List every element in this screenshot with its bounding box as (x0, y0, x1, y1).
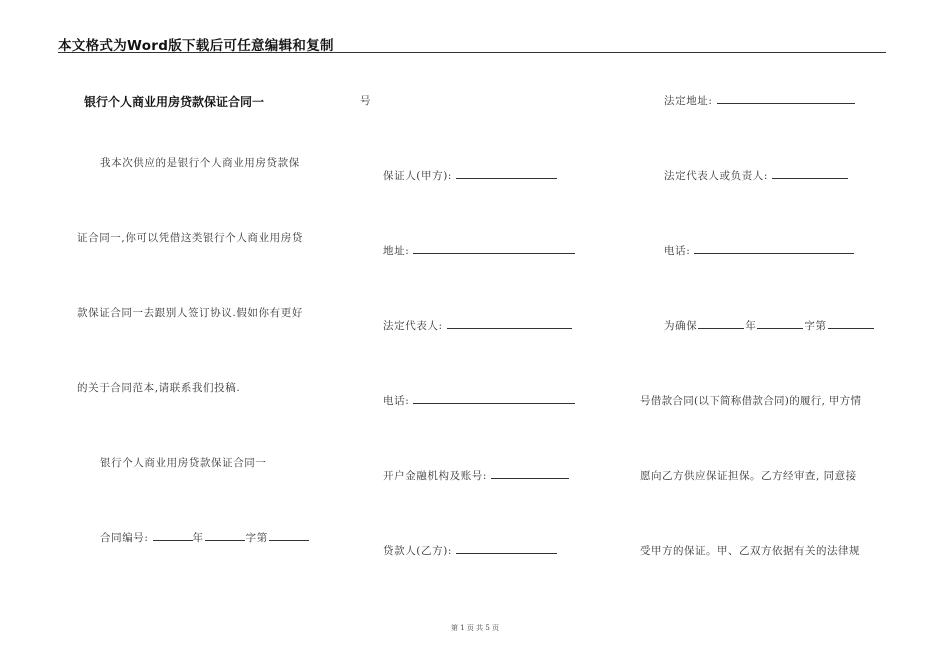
contract-number-word: 字第 (245, 532, 268, 544)
contract-subtitle: 银行个人商业用房贷款保证合同一 (100, 457, 267, 469)
document-header (58, 34, 886, 53)
legal-rep-field (383, 318, 572, 333)
right-phone-label: 电话: (664, 245, 691, 257)
legal-rep-or-head-field (664, 168, 848, 183)
contract-number-blank-3[interactable] (269, 531, 309, 541)
ensure-blank-2[interactable] (757, 319, 803, 329)
ensure-word: 字第 (804, 320, 827, 332)
right-line-1: 号借款合同(以下简称借款合同)的履行, 甲方情 (640, 395, 862, 407)
bank-account-label: 开户金融机构及账号: (383, 470, 488, 482)
legal-address-field (664, 93, 855, 108)
address-label: 地址: (383, 245, 410, 257)
legal-address-label: 法定地址: (664, 95, 713, 107)
intro-line-2: 证合同一,你可以凭借这类银行个人商业用房贷 (77, 232, 303, 244)
ensure-field (664, 318, 875, 333)
contract-number-blank-1[interactable] (153, 531, 193, 541)
right-line-2: 愿向乙方供应保证担保。乙方经审查, 同意接 (640, 470, 857, 482)
document-title: 银行个人商业用房贷款保证合同一 (84, 95, 265, 109)
borrower-blank[interactable] (456, 544, 557, 554)
bank-account-blank[interactable] (491, 469, 569, 479)
phone-blank[interactable] (413, 394, 575, 404)
ensure-blank-3[interactable] (828, 319, 874, 329)
bank-account-field (383, 468, 569, 483)
right-phone-blank[interactable] (694, 244, 854, 254)
number-suffix: 号 (360, 95, 372, 107)
legal-rep-or-head-label: 法定代表人或负责人: (664, 170, 769, 182)
intro-line-1: 我本次供应的是银行个人商业用房贷款保 (100, 157, 300, 169)
contract-number-field (100, 530, 310, 545)
legal-address-blank[interactable] (717, 94, 855, 104)
ensure-blank-1[interactable] (698, 319, 744, 329)
phone-field (383, 393, 575, 408)
guarantor-label: 保证人(甲方): (383, 170, 453, 182)
legal-rep-blank[interactable] (447, 319, 572, 329)
legal-rep-or-head-blank[interactable] (772, 169, 848, 179)
intro-line-3: 款保证合同一去跟别人签订协议.假如你有更好 (77, 307, 303, 319)
contract-number-blank-2[interactable] (205, 531, 245, 541)
contract-number-year: 年 (192, 532, 204, 544)
address-field (383, 243, 575, 258)
page-footer: 第 1 页 共 5 页 (450, 624, 500, 632)
address-blank[interactable] (413, 244, 575, 254)
ensure-prefix: 为确保 (664, 320, 698, 332)
phone-label: 电话: (383, 395, 410, 407)
ensure-year: 年 (745, 320, 757, 332)
contract-number-label: 合同编号: (100, 532, 149, 544)
borrower-field (383, 543, 557, 558)
right-phone-field (664, 243, 854, 258)
header-title: 本文格式为Word版下载后可任意编辑和复制 (58, 38, 334, 54)
right-line-3: 受甲方的保证。甲、乙双方依据有关的法律规 (640, 545, 860, 557)
guarantor-field (383, 168, 557, 183)
borrower-label: 贷款人(乙方): (383, 545, 453, 557)
guarantor-blank[interactable] (456, 169, 557, 179)
intro-line-4: 的关于合同范本,请联系我们投稿. (77, 382, 241, 394)
legal-rep-label: 法定代表人: (383, 320, 443, 332)
